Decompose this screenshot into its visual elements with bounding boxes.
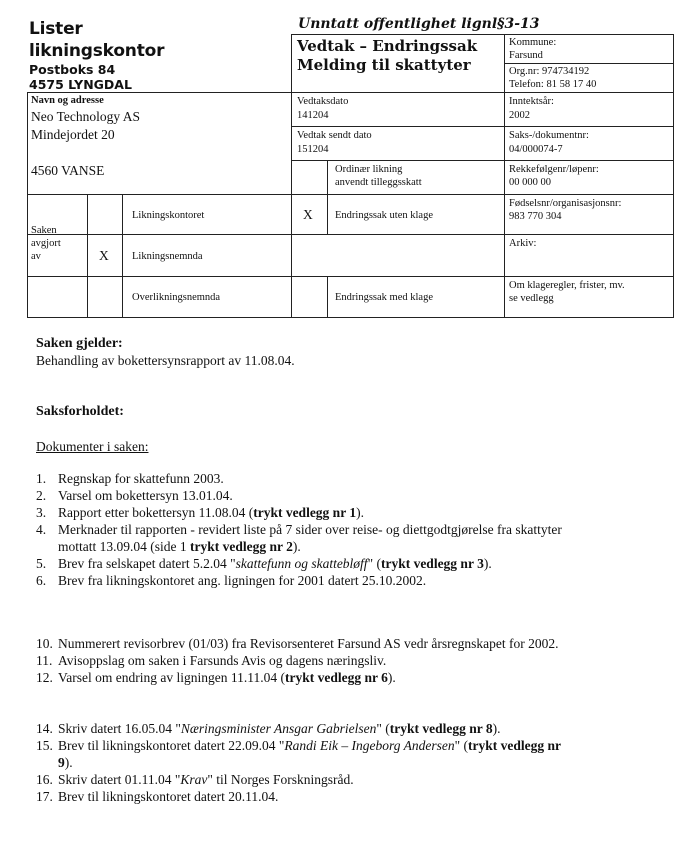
form-title-line1: Vedtak – Endringssak bbox=[297, 37, 478, 55]
rekkefolge-value: 00 000 00 bbox=[509, 177, 551, 188]
document-number: 3. bbox=[36, 505, 47, 520]
document-number: 17. bbox=[36, 789, 53, 804]
saken-line1: Saken bbox=[31, 225, 57, 236]
document-number: 6. bbox=[36, 573, 47, 588]
office-address-line2: 4575 LYNGDAL bbox=[29, 77, 132, 92]
document-text: Regnskap for skattefunn 2003. bbox=[58, 471, 224, 486]
saksnr-label: Saks-/dokumentnr: bbox=[509, 130, 589, 141]
dokumenter-heading: Dokumenter i saken: bbox=[36, 439, 149, 454]
office-name-line2: likningskontor bbox=[29, 41, 165, 61]
saksforholdet-heading: Saksforholdet: bbox=[36, 404, 124, 419]
attachment-reference: trykt vedlegg nr 8 bbox=[389, 721, 493, 736]
vedtak-sendt-label: Vedtak sendt dato bbox=[297, 130, 372, 141]
document-text: Avisoppslag om saken i Farsunds Avis og dagens næringsliv. bbox=[58, 653, 387, 668]
kommune-value: Farsund bbox=[509, 50, 543, 61]
ordinaer-line2: anvendt tilleggsskatt bbox=[335, 177, 422, 188]
inntektsar-label: Inntektsår: bbox=[509, 96, 554, 107]
saken-line3: av bbox=[31, 251, 41, 262]
document-title-italic: skattefunn og skattebløff bbox=[235, 556, 368, 571]
document-number: 11. bbox=[36, 653, 53, 668]
endringssak-uten-label: Endringssak uten klage bbox=[335, 210, 433, 221]
document-number: 12. bbox=[36, 670, 53, 685]
document-text: Skriv datert 16.05.04 "Næringsminister Ansgar Gabrielsen" (trykt vedlegg nr 8). bbox=[58, 721, 501, 736]
document-text: Brev til likningskontoret datert 22.09.04 "Randi Eik – Ingeborg Andersen" (trykt vedlegg nr 9). bbox=[58, 738, 561, 770]
arkiv-label: Arkiv: bbox=[509, 238, 537, 249]
vedtaksdato-value: 141204 bbox=[297, 110, 329, 121]
restricted-note: Unntatt offentlighet lignl§3-13 bbox=[298, 16, 540, 32]
document-text: Brev fra selskapet datert 5.2.04 "skattefunn og skattebløff" (trykt vedlegg nr 3). bbox=[58, 556, 492, 571]
attachment-reference: trykt vedlegg nr bbox=[467, 738, 561, 753]
saken-line2: avgjort bbox=[31, 238, 61, 249]
document-number: 10. bbox=[36, 636, 53, 651]
taxpayer-name: Neo Technology AS bbox=[31, 109, 141, 124]
ordinaer-line1: Ordinær likning bbox=[335, 164, 403, 175]
document-title-italic: Næringsminister Ansgar Gabrielsen bbox=[180, 721, 377, 736]
office-name-line1: Lister bbox=[29, 19, 83, 39]
document-text: Nummerert revisorbrev (01/03) fra Revisorsenteret Farsund AS vedr årsregnskapet for 2002. bbox=[58, 636, 559, 651]
rekkefolge-label: Rekkefølgenr/løpenr: bbox=[509, 164, 599, 175]
saken-gjelder-heading: Saken gjelder: bbox=[36, 336, 123, 351]
endringssak-med-label: Endringssak med klage bbox=[335, 292, 433, 303]
klageregler-line2: se vedlegg bbox=[509, 293, 554, 304]
org-number: Org.nr: 974734192 bbox=[509, 66, 590, 77]
saken-gjelder-text: Behandling av bokettersynsrapport av 11.08.04. bbox=[36, 353, 295, 368]
document-text: Varsel om endring av ligningen 11.11.04 (trykt vedlegg nr 6). bbox=[58, 670, 396, 685]
document-number: 2. bbox=[36, 488, 47, 503]
document-number: 14. bbox=[36, 721, 53, 736]
document-number: 15. bbox=[36, 738, 53, 753]
attachment-reference: 9 bbox=[58, 755, 65, 770]
fodselsnr-label: Fødselsnr/organisasjonsnr: bbox=[509, 198, 622, 209]
endringssak-uten-mark: X bbox=[303, 207, 313, 222]
likningsnemnda-mark: X bbox=[99, 248, 109, 263]
document-text: Skriv datert 01.11.04 "Krav" til Norges Forskningsråd. bbox=[58, 772, 354, 787]
likningskontoret-label: Likningskontoret bbox=[132, 210, 205, 221]
document-number: 5. bbox=[36, 556, 47, 571]
document-text: Rapport etter bokettersyn 11.08.04 (trykt vedlegg nr 1). bbox=[58, 505, 364, 520]
name-address-label: Navn og adresse bbox=[31, 95, 104, 106]
document-text: Brev til likningskontoret datert 20.11.04. bbox=[58, 789, 279, 804]
attachment-reference: trykt vedlegg nr 2 bbox=[190, 539, 293, 554]
form-title-line2: Melding til skattyter bbox=[297, 56, 471, 74]
attachment-reference: trykt vedlegg nr 6 bbox=[284, 670, 388, 685]
document-text: Brev fra likningskontoret ang. ligningen for 2001 datert 25.10.2002. bbox=[58, 573, 427, 588]
document-number: 4. bbox=[36, 522, 47, 537]
vedtak-sendt-value: 151204 bbox=[297, 144, 329, 155]
document-title-italic: Krav bbox=[180, 772, 208, 787]
document-number: 16. bbox=[36, 772, 53, 787]
klageregler-line1: Om klageregler, frister, mv. bbox=[509, 280, 625, 291]
taxpayer-street: Mindejordet 20 bbox=[31, 127, 115, 142]
kommune-label: Kommune: bbox=[509, 37, 557, 48]
vedtaksdato-label: Vedtaksdato bbox=[297, 96, 349, 107]
document-text: Varsel om bokettersyn 13.01.04. bbox=[58, 488, 233, 503]
document-title-italic: Randi Eik – Ingeborg Andersen bbox=[284, 738, 455, 753]
document-text: Merknader til rapporten - revidert liste på 7 sider over reise- og diettgodtgjørelse fra skattyter mottatt 13.09.04 (side 1 trykt vedlegg nr 2). bbox=[58, 522, 562, 554]
saksnr-value: 04/000074-7 bbox=[509, 144, 563, 155]
overlikningsnemnda-label: Overlikningsnemnda bbox=[132, 292, 221, 303]
decision-form bbox=[27, 34, 674, 318]
inntektsar-value: 2002 bbox=[509, 110, 530, 121]
fodselsnr-value: 983 770 304 bbox=[509, 211, 562, 222]
attachment-reference: trykt vedlegg nr 3 bbox=[380, 556, 484, 571]
likningsnemnda-label: Likningsnemnda bbox=[132, 251, 203, 262]
document-number: 1. bbox=[36, 471, 47, 486]
attachment-reference: trykt vedlegg nr 1 bbox=[253, 505, 357, 520]
office-address-line1: Postboks 84 bbox=[29, 62, 116, 77]
taxpayer-postal: 4560 VANSE bbox=[31, 163, 105, 178]
phone-number: Telefon: 81 58 17 40 bbox=[509, 79, 597, 90]
